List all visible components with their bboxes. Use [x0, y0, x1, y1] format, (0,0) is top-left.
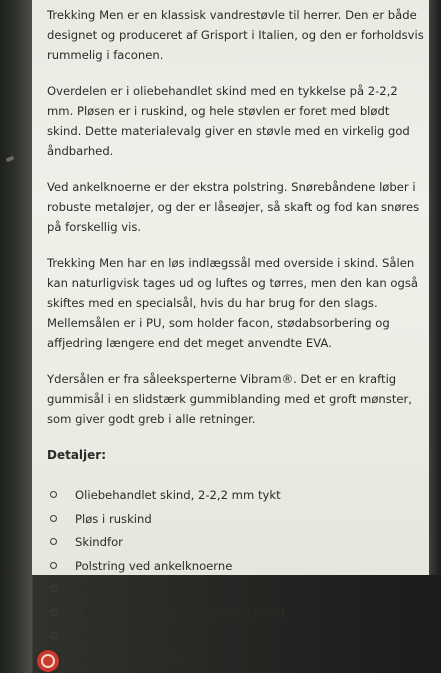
details-list-item	[47, 579, 425, 603]
details-item-text: Pløs i ruskind	[75, 512, 152, 526]
circle-outline-bullet-icon	[50, 562, 57, 569]
details-list-item	[47, 626, 425, 650]
details-list-item	[47, 485, 425, 509]
details-list-item	[47, 532, 425, 556]
details-item-text: Gummisål fra Vibram®	[75, 653, 210, 667]
details-item-text: Oliebehandlet skind, 2-2,2 mm tykt	[75, 488, 281, 502]
product-description	[47, 2, 425, 673]
description-paragraph-intro: Trekking Men er en klassisk vandrestøvle til herrer. Den er både designet og produceret af Grisport i Italien, og den er forholdsvis rummelig i faconen.	[47, 5, 425, 65]
product-description-screen	[32, 0, 429, 575]
details-list	[47, 485, 425, 673]
circle-outline-bullet-icon	[50, 491, 57, 498]
details-list-item	[47, 556, 425, 580]
circle-outline-bullet-icon	[50, 609, 57, 616]
circle-outline-bullet-icon	[50, 538, 57, 545]
circle-outline-bullet-icon	[50, 585, 57, 592]
details-item-text: Skindfor	[75, 535, 123, 549]
details-item-text: Løs indlægssål med overside i skind	[75, 606, 285, 620]
vibram-logo-icon	[37, 650, 59, 672]
details-item-text: Polstring ved ankelknoerne	[75, 559, 232, 573]
details-item-text: Mellemsål i PU	[75, 629, 159, 643]
details-list-item	[47, 509, 425, 533]
circle-outline-bullet-icon	[50, 515, 57, 522]
details-list-item	[47, 603, 425, 627]
details-heading: Detaljer:	[47, 445, 425, 465]
circle-outline-bullet-icon	[50, 632, 57, 639]
description-paragraph-upper: Overdelen er i oliebehandlet skind med en tykkelse på 2-2,2 mm. Pløsen er i ruskind, og hele støvlen er foret med blødt skind. Dette materialevalg giver en støvle med en virkelig god åndbarhed.	[47, 81, 425, 161]
description-paragraph-padding: Ved ankelknoerne er der ekstra polstring. Snørebåndene løber i robuste metaløjer, og der er låseøjer, så skaft og fod kan snøres på forskellig vis.	[47, 177, 425, 237]
bezel-mark	[6, 155, 15, 162]
details-list-item	[47, 650, 425, 673]
device-bezel-right	[429, 0, 441, 575]
description-paragraph-insole: Trekking Men har en løs indlægssål med overside i skind. Sålen kan naturligvisk tages ud og luftes og tørres, men den kan også skiftes med en specialsål, hvis du har brug for den slags. Mellemsålen er i PU, som holder facon, stødabsorbering og affjedring længere end det meget anvendte EVA.	[47, 253, 425, 353]
details-item-text: Låseøjer	[75, 582, 124, 596]
description-paragraph-outsole: Ydersålen er fra såleeksperterne Vibram®. Det er en kraftig gummisål i en slidstærk gummiblanding med et groft mønster, som giver godt greb i alle retninger.	[47, 369, 425, 429]
